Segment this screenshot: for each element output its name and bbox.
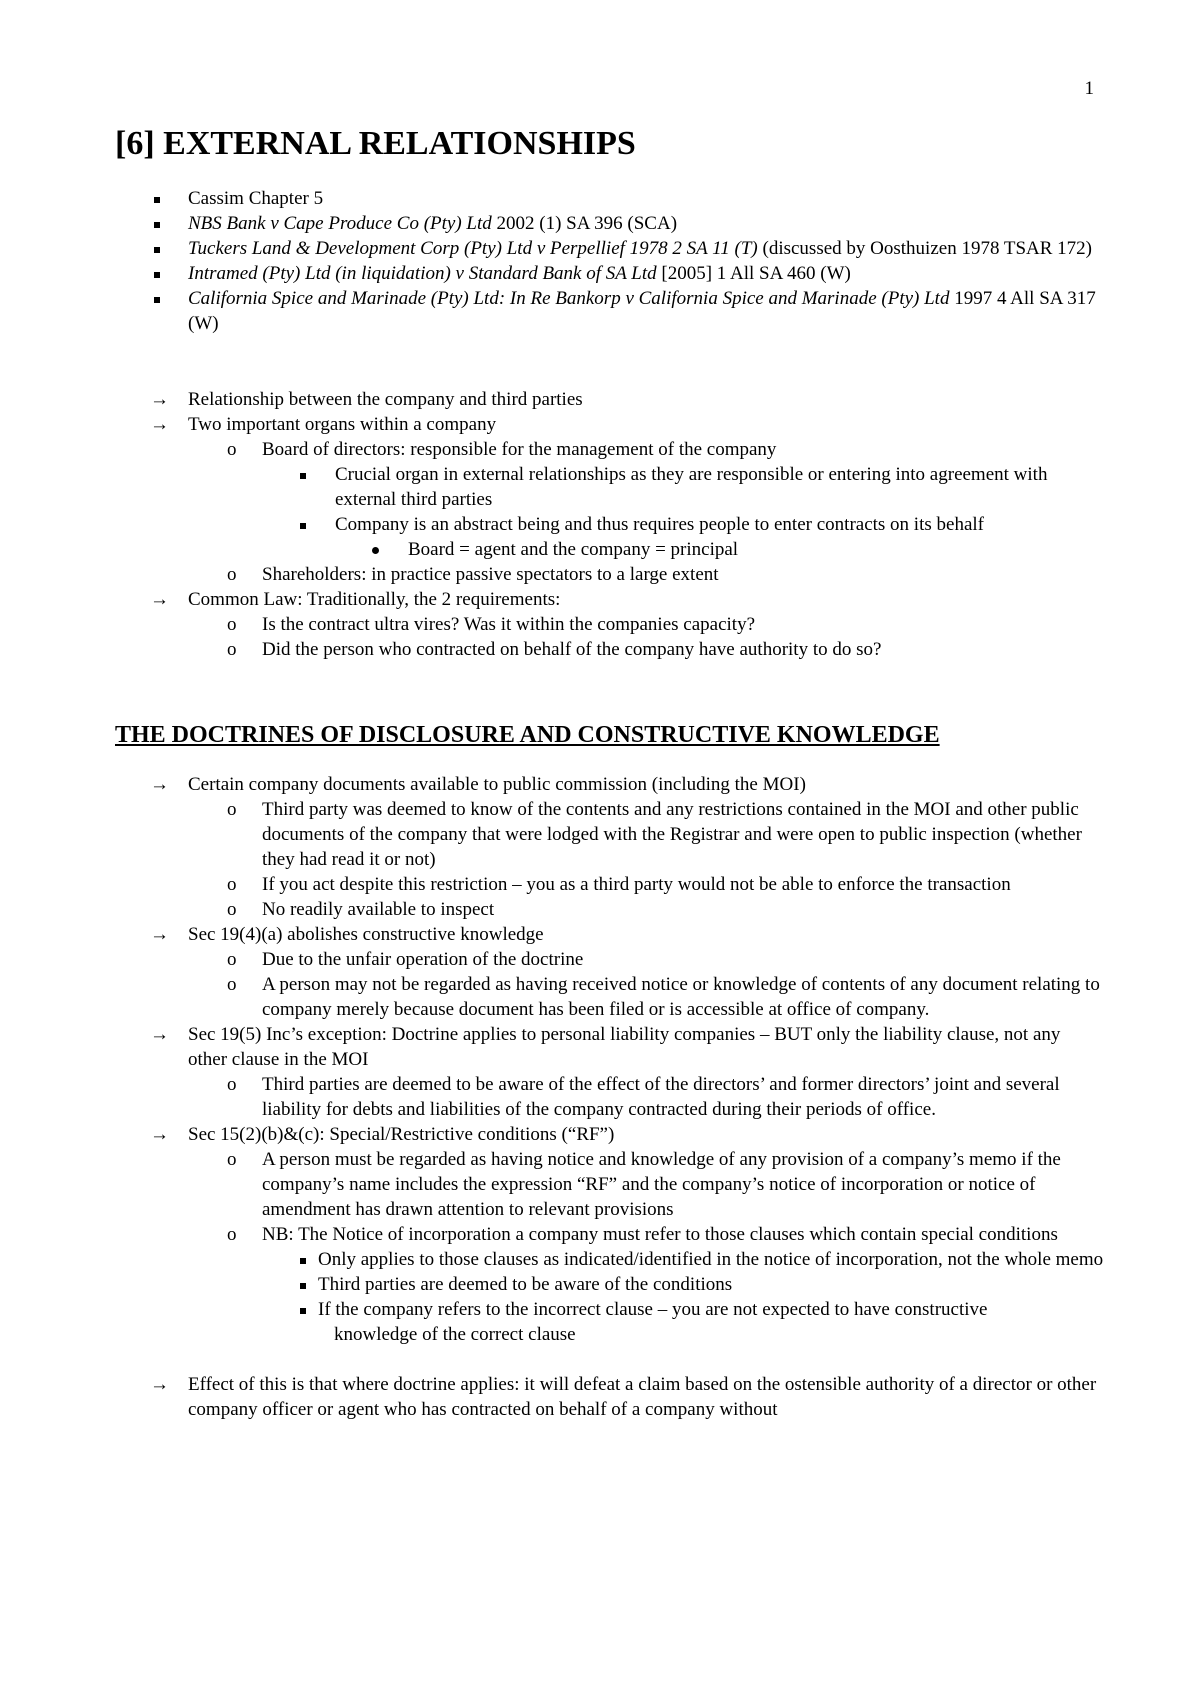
list-item: → Certain company documents available to public commission (including the MOI) bbox=[150, 774, 806, 795]
square-bullet-icon bbox=[154, 222, 160, 228]
list-item: o NB: The Notice of incorporation a company must refer to those clauses which contain special conditions bbox=[227, 1224, 1058, 1245]
circle-bullet-icon: o bbox=[227, 799, 237, 820]
circle-bullet-icon: o bbox=[227, 949, 237, 970]
list-item: o Is the contract ultra vires? Was it within the companies capacity? bbox=[227, 614, 755, 635]
circle-bullet-icon: o bbox=[227, 564, 237, 585]
circle-bullet-icon: o bbox=[227, 639, 237, 660]
square-bullet-icon bbox=[300, 1308, 306, 1314]
list-item: → Effect of this is that where doctrine applies: it will defeat a claim based on the ostensible authority of a director or other company officer or agent who has contracted on behalf of a company without bbox=[150, 1374, 1097, 1420]
list-item: o Board of directors: responsible for the management of the company bbox=[227, 439, 777, 460]
arrow-icon: → bbox=[150, 924, 169, 945]
list-item: → Sec 19(4)(a) abolishes constructive knowledge bbox=[150, 924, 544, 945]
list-item: o Did the person who contracted on behalf of the company have authority to do so? bbox=[227, 639, 882, 660]
list-item: o A person must be regarded as having notice and knowledge of any provision of a company’s memo if the company’s name includes the expression “RF” and the company’s notice of incorporation or notice of amendment has drawn attention to relevant provisions bbox=[227, 1149, 1061, 1220]
circle-bullet-icon: o bbox=[227, 874, 237, 895]
list-item: → Relationship between the company and third parties bbox=[150, 389, 583, 410]
square-bullet-icon bbox=[154, 247, 160, 253]
square-bullet-icon bbox=[300, 1283, 306, 1289]
arrow-icon: → bbox=[150, 389, 169, 410]
arrow-icon: → bbox=[150, 1024, 169, 1045]
list-item: → Sec 15(2)(b)&(c): Special/Restrictive conditions (“RF”) bbox=[150, 1124, 615, 1145]
intro-list bbox=[0, 387, 1200, 662]
list-item: Intramed (Pty) Ltd (in liquidation) v Standard Bank of SA Ltd [2005] 1 All SA 460 (W) bbox=[0, 261, 1200, 286]
list-item: Tuckers Land & Development Corp (Pty) Ltd v Perpellief 1978 2 SA 11 (T) (discussed by Oosthuizen 1978 TSAR 172) bbox=[0, 236, 1200, 261]
square-bullet-icon bbox=[300, 473, 306, 479]
list-item: o Due to the unfair operation of the doctrine bbox=[227, 949, 584, 970]
list-item: Cassim Chapter 5 bbox=[0, 186, 1200, 211]
list-item: o Shareholders: in practice passive spectators to a large extent bbox=[227, 564, 719, 585]
circle-bullet-icon: o bbox=[227, 1149, 237, 1170]
dot-bullet-icon bbox=[372, 547, 379, 554]
list-item: If the company refers to the incorrect clause – you are not expected to have constructive knowledge of the correct clause bbox=[0, 1297, 1200, 1347]
list-item: Company is an abstract being and thus requires people to enter contracts on its behalf bbox=[0, 512, 1200, 537]
circle-bullet-icon: o bbox=[227, 439, 237, 460]
list-item: Third parties are deemed to be aware of the conditions bbox=[0, 1272, 1200, 1297]
arrow-icon: → bbox=[150, 1124, 169, 1145]
arrow-icon: → bbox=[150, 589, 169, 610]
list-item: o Third parties are deemed to be aware of the effect of the directors’ and former directors’ joint and several liability for debts and liabilities of the company contracted during their periods of office. bbox=[227, 1074, 1060, 1120]
section-title: THE DOCTRINES OF DISCLOSURE AND CONSTRUCTIVE KNOWLEDGE bbox=[115, 722, 940, 748]
square-bullet-icon bbox=[154, 297, 160, 303]
square-bullet-icon bbox=[300, 1258, 306, 1264]
circle-bullet-icon: o bbox=[227, 899, 237, 920]
list-item: Crucial organ in external relationships as they are responsible or entering into agreement with external third parties bbox=[0, 462, 1200, 512]
list-item: → Two important organs within a company bbox=[150, 414, 497, 435]
sources-list bbox=[0, 186, 1200, 336]
list-item: o If you act despite this restriction – you as a third party would not be able to enforce the transaction bbox=[227, 874, 1011, 895]
arrow-icon: → bbox=[150, 774, 169, 795]
list-item: → Common Law: Traditionally, the 2 requirements: bbox=[150, 589, 561, 610]
list-item: Board = agent and the company = principal bbox=[0, 537, 1200, 562]
square-bullet-icon bbox=[154, 272, 160, 278]
list-item: NBS Bank v Cape Produce Co (Pty) Ltd 2002 (1) SA 396 (SCA) bbox=[0, 211, 1200, 236]
list-item: o A person may not be regarded as having received notice or knowledge of contents of any document relating to company merely because document has been filed or is accessible at office of company. bbox=[227, 974, 1100, 1020]
list-item: o Third party was deemed to know of the contents and any restrictions contained in the MOI and other public documents of the company that were lodged with the Registrar and were open to public inspection (whether they had read it or not) bbox=[227, 799, 1082, 870]
list-item: o No readily available to inspect bbox=[227, 899, 495, 920]
list-item: California Spice and Marinade (Pty) Ltd: In Re Bankorp v California Spice and Marinade (Pty) Ltd 1997 4 All SA 317 (W) bbox=[0, 286, 1200, 336]
arrow-icon: → bbox=[150, 1374, 169, 1395]
page-title: [6] EXTERNAL RELATIONSHIPS bbox=[115, 125, 636, 162]
square-bullet-icon bbox=[300, 523, 306, 529]
list-item: Only applies to those clauses as indicated/identified in the notice of incorporation, not the whole memo bbox=[0, 1247, 1200, 1272]
circle-bullet-icon: o bbox=[227, 614, 237, 635]
page-number: 1 bbox=[1084, 78, 1094, 99]
arrow-icon: → bbox=[150, 414, 169, 435]
circle-bullet-icon: o bbox=[227, 974, 237, 995]
doctrine-list bbox=[0, 772, 1200, 1422]
square-bullet-icon bbox=[154, 197, 160, 203]
circle-bullet-icon: o bbox=[227, 1074, 237, 1095]
circle-bullet-icon: o bbox=[227, 1224, 237, 1245]
list-item: → Sec 19(5) Inc’s exception: Doctrine applies to personal liability companies – BUT only the liability clause, not any other clause in the MOI bbox=[150, 1024, 1061, 1070]
